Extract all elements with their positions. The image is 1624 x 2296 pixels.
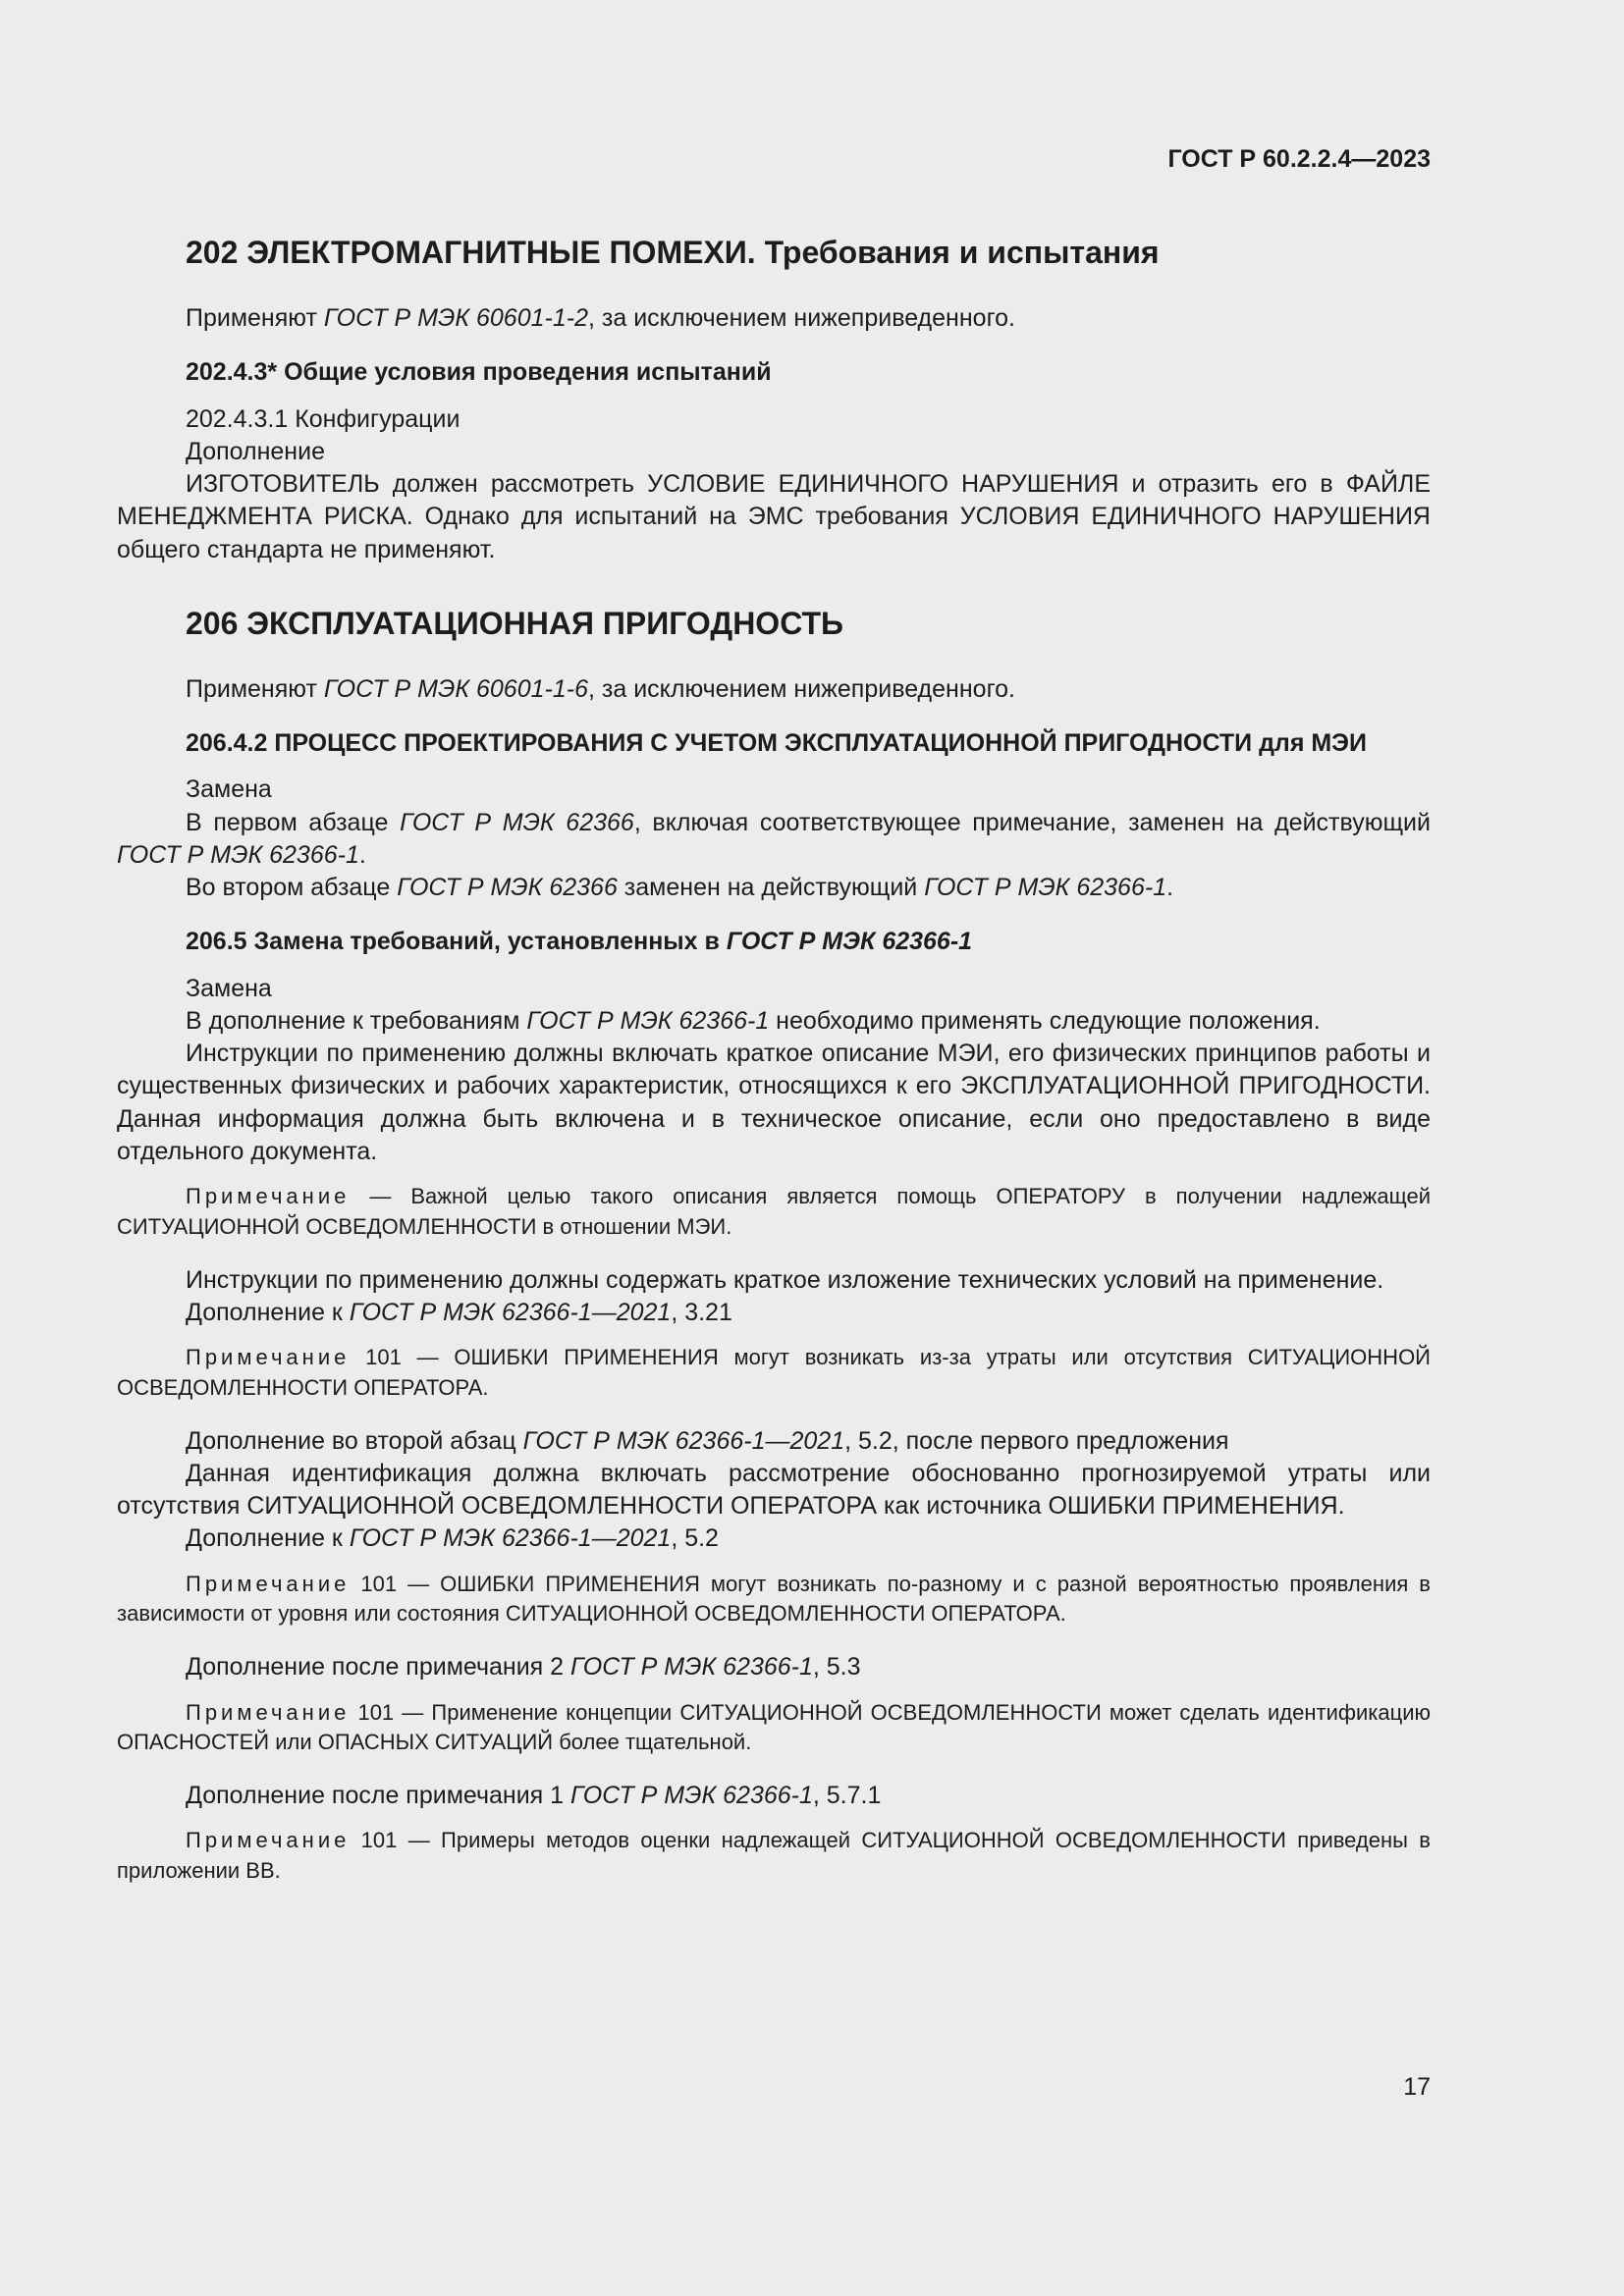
- clause-202-4-3-1: 202.4.3.1 Конфигурации: [186, 404, 460, 433]
- document-page: [117, 145, 1431, 1887]
- addition-paragraph: Дополнение во второй абзац ГОСТ Р МЭК 62366-1—2021, 5.2, после первого предложения: [186, 1426, 1229, 1455]
- subsection-202-4-3-heading: 202.4.3* Общие условия проведения испытаний: [186, 358, 772, 387]
- replace-label: Замена: [186, 775, 272, 804]
- addition-paragraph: Дополнение после примечания 1 ГОСТ Р МЭК 62366-1, 5.7.1: [186, 1782, 882, 1810]
- replace-paragraph-1: В первом абзаце ГОСТ Р МЭК 62366, включая соответствующее примечание, заменен на действующий ГОСТ Р МЭК 62366-1.: [117, 808, 1431, 869]
- paragraph: Данная идентификация должна включать рассмотрение обоснованно прогнозируемой утраты или отсутствия СИТУАЦИОННОЙ ОСВЕДОМЛЕННОСТИ ОПЕРАТОРА как источника ОШИБКИ ПРИМЕНЕНИЯ.: [117, 1459, 1431, 1521]
- note: Примечание 101 — Применение концепции СИТУАЦИОННОЙ ОСВЕДОМЛЕННОСТИ может сделать идентификацию ОПАСНОСТЕЙ или ОПАСНЫХ СИТУАЦИЙ более тщательной.: [117, 1699, 1431, 1755]
- replace-paragraph-2: Во втором абзаце ГОСТ Р МЭК 62366 заменен на действующий ГОСТ Р МЭК 62366-1.: [186, 874, 1174, 901]
- note: Примечание 101 — ОШИБКИ ПРИМЕНЕНИЯ могут возникать по-разному и с разной вероятностью проявления в зависимости от уровня или состояния СИТУАЦИОННОЙ ОСВЕДОМЛЕННОСТИ ОПЕРАТОРА.: [117, 1571, 1431, 1627]
- section-202-apply: Применяют ГОСТ Р МЭК 60601-1-2, за исключением нижеприведенного.: [186, 304, 1015, 332]
- document-code: ГОСТ Р 60.2.2.4—2023: [1167, 145, 1431, 173]
- page-number: 17: [1403, 2073, 1431, 2101]
- addition-paragraph: Дополнение к ГОСТ Р МЭК 62366-1—2021, 3.21: [186, 1298, 732, 1326]
- section-202-heading: 202 ЭЛЕКТРОМАГНИТНЫЕ ПОМЕХИ. Требования и испытания: [186, 235, 1160, 270]
- addition-paragraph: Дополнение к ГОСТ Р МЭК 62366-1—2021, 5.2: [186, 1524, 719, 1553]
- paragraph: Инструкции по применению должны содержать краткое изложение технических условий на применение.: [186, 1265, 1384, 1294]
- addition-paragraph: Дополнение после примечания 2 ГОСТ Р МЭК 62366-1, 5.3: [186, 1653, 861, 1682]
- section-206-heading: 206 ЭКСПЛУАТАЦИОННАЯ ПРИГОДНОСТЬ: [186, 605, 844, 641]
- subsection-206-5-heading: 206.5 Замена требований, установленных в ГОСТ Р МЭК 62366-1: [186, 928, 973, 956]
- replace-label: Замена: [186, 974, 272, 1002]
- addition-label: Дополнение: [186, 437, 325, 465]
- subsection-206-4-2-heading: 206.4.2 ПРОЦЕСС ПРОЕКТИРОВАНИЯ С УЧЕТОМ ЭКСПЛУАТАЦИОННОЙ ПРИГОДНОСТИ для МЭИ: [186, 729, 1367, 757]
- section-206-apply: Применяют ГОСТ Р МЭК 60601-1-6, за исключением нижеприведенного.: [186, 674, 1015, 703]
- section-202-text: ИЗГОТОВИТЕЛЬ должен рассмотреть УСЛОВИЕ ЕДИНИЧНОГО НАРУШЕНИЯ и отразить его в ФАЙЛЕ МЕНЕДЖМЕНТА РИСКА. Однако для испытаний на ЭМС требования УСЛОВИЯ ЕДИНИЧНОГО НАРУШЕНИЯ общего стандарта не применяют.: [117, 470, 1431, 563]
- note: Примечание 101 — Примеры методов оценки надлежащей СИТУАЦИОННОЙ ОСВЕДОМЛЕННОСТИ приведены в приложении ВВ.: [117, 1828, 1431, 1884]
- paragraph: В дополнение к требованиям ГОСТ Р МЭК 62366-1 необходимо применять следующие положения.: [186, 1006, 1321, 1035]
- paragraph: Инструкции по применению должны включать краткое описание МЭИ, его физических принципов работы и существенных физических и рабочих характеристик, относящихся к его ЭКСПЛУАТАЦИОННОЙ ПРИГОДНОСТИ. Данная информация должна быть включена и в техническое описание, если оно предоставлено в виде отдельного документа.: [117, 1040, 1431, 1165]
- note: Примечание — Важной целью такого описания является помощь ОПЕРАТОРУ в получении надлежащей СИТУАЦИОННОЙ ОСВЕДОМЛЕННОСТИ в отношении МЭИ.: [117, 1184, 1431, 1239]
- note: Примечание 101 — ОШИБКИ ПРИМЕНЕНИЯ могут возникать из-за утраты или отсутствия СИТУАЦИОННОЙ ОСВЕДОМЛЕННОСТИ ОПЕРАТОРА.: [117, 1345, 1431, 1400]
